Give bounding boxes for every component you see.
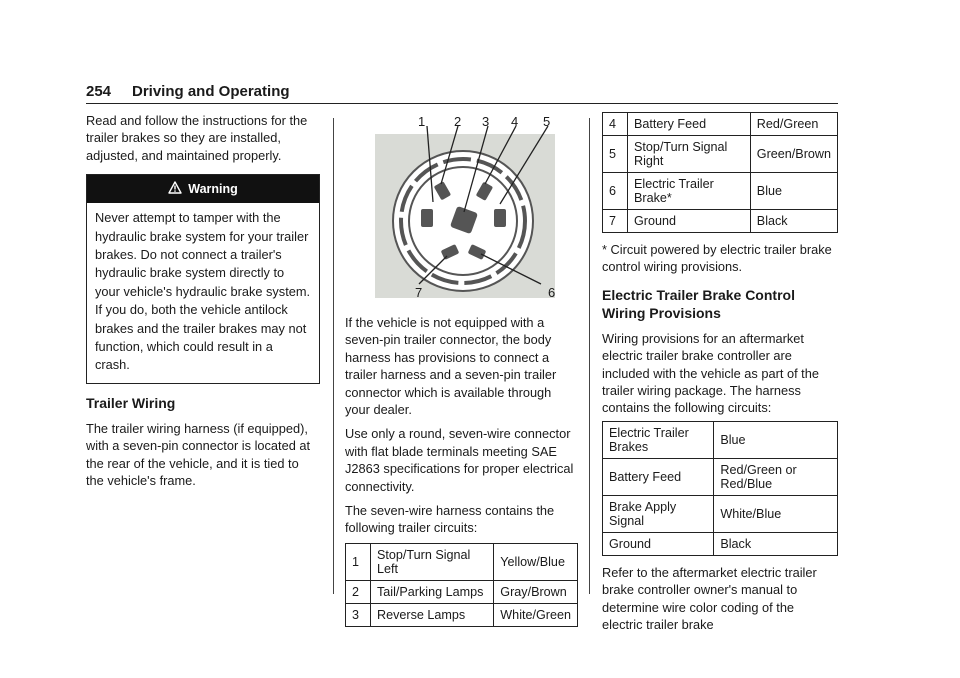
wire-color: Red/Green or Red/Blue [714,458,838,495]
page-number: 254 [86,83,112,100]
table-row [603,458,838,495]
pin-label-5: 5 [543,114,551,129]
wire-color: White/Blue [714,495,838,532]
table-row [346,580,578,603]
trailer-wiring-heading: Trailer Wiring [86,394,176,411]
connector-paragraph-3: The seven-wire harness contains the following trailer circuits: [345,503,555,536]
brake-control-paragraph: Wiring provisions for an aftermarket electric trailer brake controller are included with the vehicle as part of the trailer wiring package. The harness contains the following circuits: [602,330,819,416]
table-row [603,532,838,555]
pin-number: 2 [346,580,371,603]
warning-text: Never attempt to tamper with the hydraulic brake system for your trailer brakes. Do not connect a trailer's hydraulic brake system directly to your vehicle's hydraulic brake system. If you do, both the vehicle antilock brakes and the trailer brakes may not function, which could result in a crash. [95,210,311,373]
pin-label-4: 4 [511,114,519,129]
circuit-name: Electric Trailer Brakes [603,421,714,458]
warning-header [87,175,319,203]
circuit-name: Reverse Lamps [371,603,494,626]
table-row [346,543,578,580]
column-divider-1 [333,118,334,594]
pin-label-7: 7 [415,285,423,300]
wire-color: Red/Green [750,113,837,136]
pin-label-2: 2 [454,114,462,129]
pin-number: 7 [603,210,628,233]
circuit-table-1 [345,543,578,627]
pin-label-3: 3 [482,114,490,129]
circuit-name: Tail/Parking Lamps [371,580,494,603]
warning-title: Warning [188,182,238,197]
connector-paragraph-2: Use only a round, seven-wire connector with flat blade terminals meeting SAE J2863 specifications for proper electrical connectivity. [345,426,574,494]
wire-color: White/Green [494,603,578,626]
wire-color: Green/Brown [750,136,837,173]
seven-pin-connector-diagram [371,112,559,312]
table-row [603,495,838,532]
column-3 [602,112,838,640]
circuit-name: Stop/Turn Signal Right [628,136,751,173]
table-row [603,421,838,458]
table-row [603,113,838,136]
brake-control-heading: Electric Trailer Brake Control Wiring Provisions [602,286,795,321]
trailer-wiring-paragraph: The trailer wiring harness (if equipped), with a seven-pin connector is located at the rear of the vehicle, and it is tied to the vehicle's frame. [86,420,311,489]
circuit-name: Stop/Turn Signal Left [371,543,494,580]
wire-color: Blue [750,173,837,210]
warning-box [86,174,320,384]
connector-illustration [371,112,559,312]
circuit-name: Electric Trailer Brake* [628,173,751,210]
brake-circuit-table [602,421,838,556]
pin-label-6: 6 [548,285,556,300]
intro-paragraph: Read and follow the instructions for the trailer brakes so they are installed, adjusted, and maintained properly. [86,113,308,163]
table-row [346,603,578,626]
pin-number: 5 [603,136,628,173]
pin-number: 3 [346,603,371,626]
column-2 [345,112,578,627]
circuit-name: Ground [603,532,714,555]
closing-paragraph: Refer to the aftermarket electric trailer brake controller owner's manual to determine wire color coding of the electric trailer brake [602,564,817,633]
circuit-name: Battery Feed [603,458,714,495]
header-rule [86,103,838,104]
table-row [603,210,838,233]
section-title: Driving and Operating [132,83,290,100]
wire-color: Black [750,210,837,233]
pin-number: 1 [346,543,371,580]
footnote: * Circuit powered by electric trailer brake control wiring provisions. [602,242,832,275]
wire-color: Yellow/Blue [494,543,578,580]
connector-paragraph-1: If the vehicle is not equipped with a seven-pin trailer connector, the body harness has provisions to connect a trailer harness and a seven-pin trailer connector which is available through your dealer. [345,315,557,418]
column-divider-2 [589,118,590,594]
circuit-name: Brake Apply Signal [603,495,714,532]
table-row [603,173,838,210]
circuit-table-2 [602,112,838,233]
table-row [603,136,838,173]
pin-label-1: 1 [418,114,426,129]
pin-number: 6 [603,173,628,210]
column-1 [86,112,320,497]
circuit-name: Ground [628,210,751,233]
warning-triangle-icon [168,176,182,204]
pin-number: 4 [603,113,628,136]
wire-color: Blue [714,421,838,458]
circuit-name: Battery Feed [628,113,751,136]
wire-color: Black [714,532,838,555]
wire-color: Gray/Brown [494,580,578,603]
